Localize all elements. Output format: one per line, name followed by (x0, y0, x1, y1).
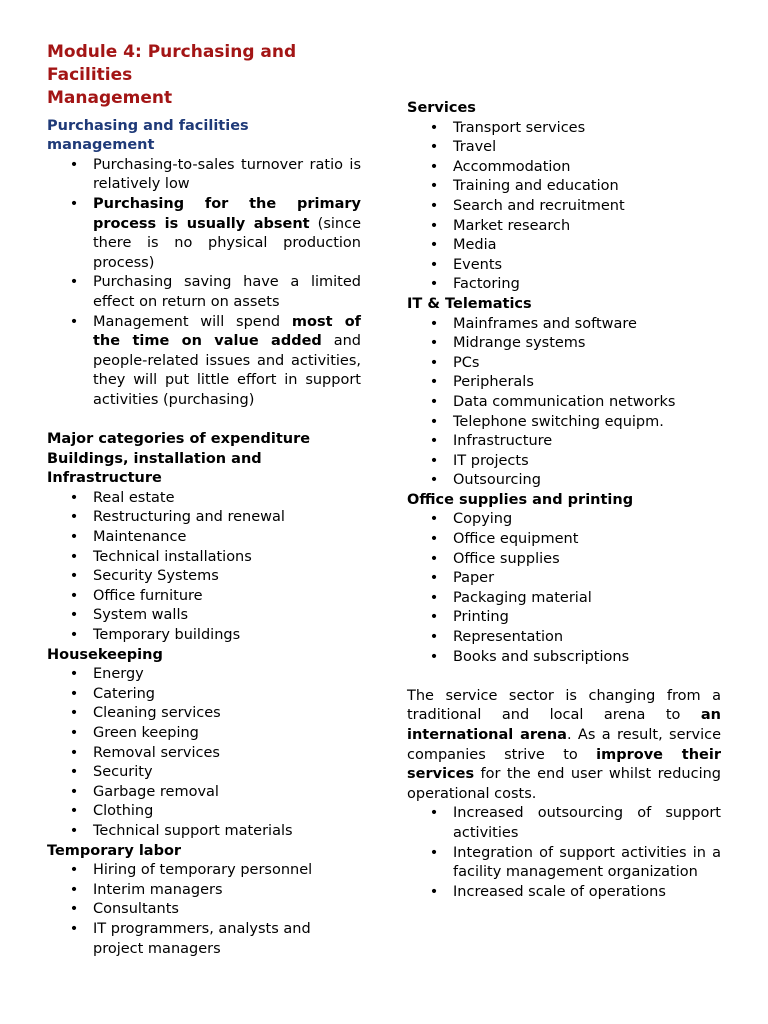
list-item (407, 569, 721, 589)
list-item (407, 452, 721, 472)
list-item (407, 510, 721, 530)
bullet-icon: • (69, 274, 79, 291)
services-heading: Services (407, 100, 476, 116)
list-item (407, 550, 721, 570)
list-item-text: Cleaning services (93, 705, 221, 722)
list-item-text: PCs (453, 354, 480, 371)
list-item (47, 881, 361, 901)
list-item (47, 567, 361, 587)
bullet-icon: • (429, 805, 439, 822)
bullet-icon: • (429, 354, 439, 371)
list-item (47, 489, 361, 509)
right-column (407, 99, 721, 902)
trends-list (407, 804, 721, 902)
bullet-icon: • (429, 883, 439, 900)
paragraph-text: The service sector is changing from a traditional and local arena to (407, 687, 721, 724)
bullet-icon: • (69, 548, 79, 565)
left-column (47, 41, 361, 959)
list-item-text: Office equipment (453, 531, 579, 548)
list-item-text: Search and recruitment (453, 197, 625, 214)
list-item-text: and people-related issues and activities, they will put little effort in support activities (purchasing) (93, 333, 362, 408)
bullet-icon: • (69, 862, 79, 879)
page-title (47, 41, 361, 111)
bullet-icon: • (429, 609, 439, 626)
list-item (47, 900, 361, 920)
list-item (47, 587, 361, 607)
title-line-3: Management (47, 88, 173, 109)
bullet-icon: • (429, 629, 439, 646)
list-item (407, 883, 721, 903)
list-item-text: Books and subscriptions (453, 648, 630, 665)
list-item (407, 373, 721, 393)
intro-heading (47, 117, 361, 156)
list-item (47, 528, 361, 548)
bullet-icon: • (429, 393, 439, 410)
bullet-icon: • (69, 901, 79, 918)
list-item-text: Peripherals (453, 374, 534, 391)
list-item (407, 334, 721, 354)
list-item (407, 413, 721, 433)
bullet-icon: • (429, 158, 439, 175)
bullet-icon: • (429, 413, 439, 430)
bullet-icon: • (429, 139, 439, 156)
title-line-2: Facilities (47, 65, 133, 86)
list-item (407, 197, 721, 217)
list-item-text: Transport services (453, 119, 586, 136)
bullet-icon: • (429, 511, 439, 528)
paragraph-bold-text: improve their services (407, 746, 721, 783)
list-item (407, 315, 721, 335)
list-item-text: Hiring of temporary personnel (93, 862, 313, 879)
list-item (47, 802, 361, 822)
list-item (47, 195, 361, 273)
title-line-1: Module 4: Purchasing and (47, 42, 297, 62)
bullet-icon: • (69, 313, 79, 330)
office-supplies-heading: Office supplies and printing (407, 491, 634, 508)
list-item (47, 156, 361, 195)
list-item (47, 685, 361, 705)
list-item-text: (since there is no physical production process) (93, 215, 362, 271)
paragraph-text: . As a result, service companies strive to (407, 727, 721, 763)
bullet-icon: • (429, 276, 439, 293)
bullet-icon: • (429, 648, 439, 665)
it-telematics-heading: IT & Telematics (407, 295, 532, 312)
list-item-text: Integration of support activities in a facility management organization (453, 844, 721, 881)
list-item (407, 354, 721, 374)
list-item-text: Clothing (93, 803, 154, 820)
services-list (407, 119, 721, 295)
bullet-icon: • (69, 803, 79, 820)
list-item (47, 548, 361, 568)
list-item (407, 648, 721, 668)
list-item-text: IT projects (453, 452, 529, 469)
list-item (407, 177, 721, 197)
bullet-icon: • (69, 509, 79, 526)
list-item (47, 273, 361, 312)
list-item-text: Energy (93, 666, 144, 683)
list-item (47, 704, 361, 724)
buildings-heading (47, 450, 361, 489)
list-item (407, 393, 721, 413)
list-item-text: Purchasing saving have a limited effect on return on assets (93, 274, 361, 310)
buildings-heading-line-2: Infrastructure (47, 470, 162, 487)
list-item (407, 608, 721, 628)
bullet-icon: • (429, 844, 439, 861)
list-item-text: Purchasing-to-sales turnover ratio is relatively low (93, 156, 361, 193)
list-item-text: System walls (93, 607, 189, 624)
temporary-labor-heading: Temporary labor (47, 842, 182, 859)
list-item-text: Outsourcing (453, 472, 541, 489)
housekeeping-list (47, 665, 361, 841)
bullet-icon: • (429, 217, 439, 234)
bullet-icon: • (69, 195, 79, 212)
bullet-icon: • (429, 237, 439, 254)
list-item-text: Accommodation (453, 158, 571, 175)
list-item-text: Representation (453, 629, 564, 646)
bullet-icon: • (69, 705, 79, 722)
list-item-text: Printing (453, 609, 509, 626)
list-item-text: Security Systems (93, 568, 219, 585)
bullet-icon: • (69, 881, 79, 898)
bullet-icon: • (69, 822, 79, 839)
bullet-icon: • (69, 156, 79, 173)
list-item-text: Office supplies (453, 550, 560, 567)
list-item (407, 432, 721, 452)
service-sector-paragraph (407, 687, 721, 805)
list-item-text: Events (453, 256, 503, 273)
bullet-icon: • (69, 685, 79, 702)
list-item (47, 665, 361, 685)
list-item-text: Mainframes and software (453, 315, 637, 332)
list-item (407, 236, 721, 256)
bullet-icon: • (69, 920, 79, 937)
bullet-icon: • (69, 568, 79, 585)
list-item-text: Media (453, 237, 497, 254)
list-item-text: Security (93, 764, 153, 781)
list-item (407, 628, 721, 648)
intro-heading-line-1: Purchasing and facilities (47, 117, 249, 134)
list-item (47, 783, 361, 803)
paragraph-bold-text: an international arena (407, 707, 721, 743)
list-item (407, 275, 721, 295)
list-item (47, 744, 361, 764)
bullet-icon: • (429, 374, 439, 391)
bullet-icon: • (69, 725, 79, 742)
list-item (47, 606, 361, 626)
list-item-text: Packaging material (453, 589, 592, 606)
list-item (47, 508, 361, 528)
list-item (407, 217, 721, 237)
list-item-text: Green keeping (93, 725, 199, 742)
list-item (407, 589, 721, 609)
list-item-text: Data communication networks (453, 393, 676, 410)
bullet-icon: • (429, 589, 439, 606)
bullet-icon: • (69, 666, 79, 683)
office-supplies-list (407, 510, 721, 667)
list-item (407, 471, 721, 491)
spacer (47, 411, 361, 431)
list-item (47, 724, 361, 744)
list-item-text: Increased scale of operations (453, 883, 666, 900)
bullet-icon: • (429, 452, 439, 469)
list-item-text: Interim managers (93, 881, 223, 898)
list-item (407, 530, 721, 550)
bullet-icon: • (69, 529, 79, 546)
list-item-text: Catering (93, 685, 156, 702)
buildings-heading-line-1: Buildings, installation and (47, 450, 262, 467)
list-item (407, 256, 721, 276)
list-item-text: Factoring (453, 276, 520, 293)
bullet-icon: • (429, 335, 439, 352)
bullet-icon: • (69, 607, 79, 624)
buildings-list (47, 489, 361, 646)
paragraph-text: for the end user whilst reducing operational costs. (407, 766, 721, 802)
bullet-icon: • (69, 764, 79, 781)
list-item (407, 138, 721, 158)
list-item-text: Management will spend (93, 313, 292, 330)
bullet-icon: • (429, 197, 439, 214)
list-item-text: Increased outsourcing of support activities (453, 805, 721, 841)
list-item-text: Infrastructure (453, 433, 553, 450)
bullet-icon: • (429, 119, 439, 136)
list-item-text: Removal services (93, 744, 220, 761)
bullet-icon: • (69, 783, 79, 800)
it-telematics-list (407, 315, 721, 491)
bullet-icon: • (429, 570, 439, 587)
list-item-text: Travel (453, 139, 497, 156)
temporary-labor-list (47, 861, 361, 959)
list-item-text: Office furniture (93, 587, 203, 604)
major-categories-heading: Major categories of expenditure (47, 431, 311, 448)
bullet-icon: • (429, 256, 439, 273)
list-item-bold-text: Purchasing for the primary process is usually absent (93, 195, 361, 232)
list-item (407, 158, 721, 178)
list-item-text: Restructuring and renewal (93, 509, 285, 526)
list-item-text: Consultants (93, 901, 179, 918)
list-item-text: Midrange systems (453, 335, 586, 352)
intro-list (47, 156, 361, 411)
list-item-text: Paper (453, 570, 495, 587)
list-item (47, 920, 361, 959)
bullet-icon: • (429, 531, 439, 548)
list-item-text: Technical support materials (93, 822, 293, 839)
bullet-icon: • (69, 489, 79, 506)
bullet-icon: • (429, 315, 439, 332)
bullet-icon: • (429, 550, 439, 567)
list-item-bold-text: most of the time on value added (93, 313, 361, 350)
list-item (407, 804, 721, 843)
list-item (47, 626, 361, 646)
list-item (47, 313, 361, 411)
list-item-text: Maintenance (93, 529, 187, 546)
intro-heading-line-2: management (47, 137, 155, 154)
list-item-text: Garbage removal (93, 783, 219, 800)
bullet-icon: • (69, 744, 79, 761)
bullet-icon: • (69, 627, 79, 644)
list-item-text: Technical installations (93, 548, 252, 565)
bullet-icon: • (429, 472, 439, 489)
list-item-text: Telephone switching equipm. (453, 413, 664, 430)
list-item-text: Training and education (453, 178, 619, 195)
list-item (47, 861, 361, 881)
list-item-text: Temporary buildings (93, 627, 241, 644)
list-item-text: Copying (453, 511, 513, 528)
bullet-icon: • (69, 587, 79, 604)
spacer (407, 667, 721, 687)
bullet-icon: • (429, 433, 439, 450)
list-item (47, 763, 361, 783)
list-item (407, 844, 721, 883)
list-item-text: Market research (453, 217, 571, 234)
list-item (47, 822, 361, 842)
list-item-text: IT programmers, analysts and project managers (93, 920, 311, 957)
bullet-icon: • (429, 178, 439, 195)
list-item-text: Real estate (93, 489, 175, 506)
list-item (407, 119, 721, 139)
housekeeping-heading: Housekeeping (47, 646, 163, 663)
